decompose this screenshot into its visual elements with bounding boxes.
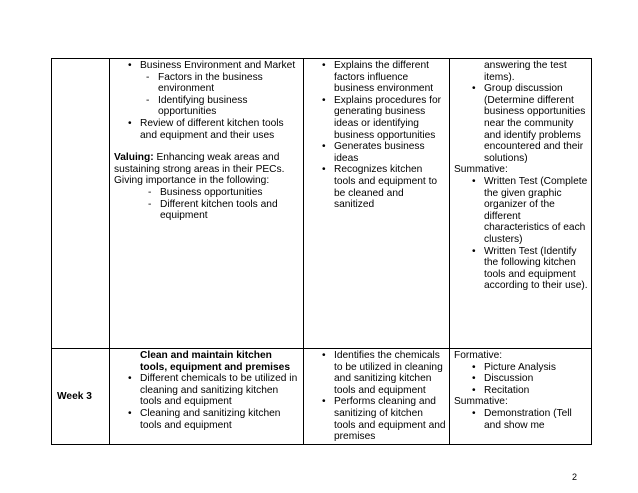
valuing-paragraph: Valuing: Enhancing weak areas and sustaining strong areas in their PECs. Giving importance in the following: [114, 152, 285, 187]
list-item: - Business opportunities [142, 187, 300, 199]
curriculum-table [51, 58, 592, 445]
summative-label: Summative: [454, 396, 508, 408]
valuing-label: Valuing: [114, 152, 154, 164]
list-item: • Explains the different factors influence business environment [308, 60, 446, 95]
page-number: 2 [572, 472, 578, 482]
week-label: Week 3 [52, 349, 110, 445]
competencies-cell [304, 59, 450, 349]
list-item: - Factors in the business environment [140, 72, 300, 95]
content-cell [110, 59, 304, 349]
competencies-cell [304, 349, 450, 445]
list-item: • Picture Analysis [454, 362, 588, 374]
list-item: - Different kitchen tools and equipment [142, 199, 300, 222]
list-item: • Recognizes kitchen tools and equipment to be cleaned and sanitized [308, 164, 446, 210]
assessment-cell [450, 59, 592, 349]
list-item: - Identifying business opportunities [140, 95, 300, 118]
list-item: • Business Environment and Market - Factors in the business environment - Identifying business opportunities [114, 60, 300, 118]
list-item: • Written Test (Identify the following kitchen tools and equipment according to their use). [454, 246, 588, 292]
list-item: • Cleaning and sanitizing kitchen tools and equipment [114, 408, 300, 431]
list-item: • Explains procedures for generating business ideas or identifying business opportunities [308, 95, 446, 141]
list-item: • Identifies the chemicals to be utilized in cleaning and sanitizing kitchen tools and equipment [308, 350, 446, 396]
list-item: • Generates business ideas [308, 141, 446, 164]
content-cell [110, 349, 304, 445]
list-item: • Performs cleaning and sanitizing of kitchen tools and equipment and premises [308, 396, 446, 442]
list-item: • Review of different kitchen tools and equipment and their uses [114, 118, 300, 141]
list-item: • Group discussion (Determine different business opportunities near the community and identify problems encountered and their solutions) [454, 83, 588, 164]
continued-text: answering the test items). [484, 60, 567, 83]
assessment-cell [450, 349, 592, 445]
table-row [52, 349, 592, 445]
summative-label: Summative: [454, 164, 508, 176]
list-item: • Different chemicals to be utilized in cleaning and sanitizing kitchen tools and equipment [114, 373, 300, 408]
table-row [52, 59, 592, 349]
section-heading: Clean and maintain kitchen tools, equipment and premises [140, 350, 291, 373]
list-item: • Recitation [454, 385, 588, 397]
list-item: • Demonstration (Tell and show me [454, 408, 588, 431]
week-cell [52, 59, 110, 349]
list-item: • Discussion [454, 373, 588, 385]
formative-label: Formative: [454, 350, 503, 361]
list-item: • Written Test (Complete the given graphic organizer of the different characteristics of each clusters) [454, 176, 588, 246]
